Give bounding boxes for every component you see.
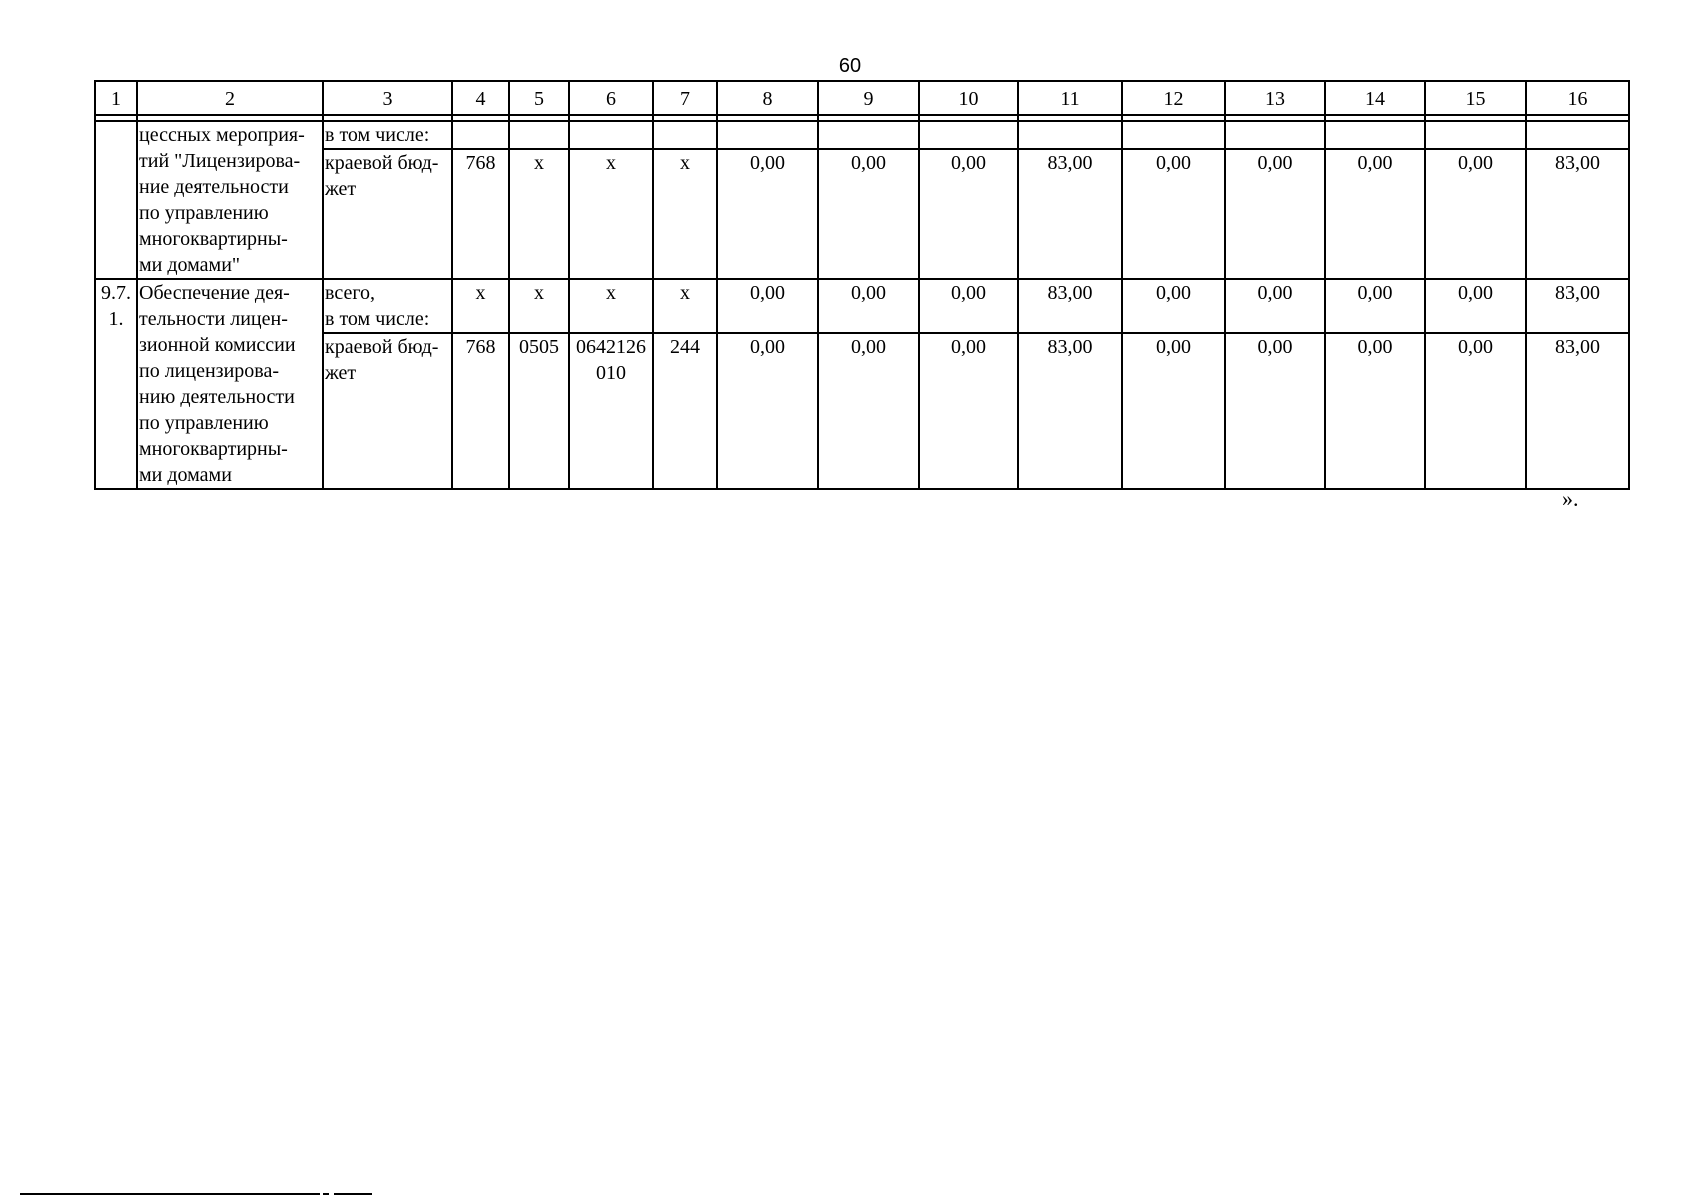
value-cell: 0,00 [1425, 149, 1526, 279]
value-cell: 83,00 [1018, 149, 1122, 279]
value-cell: 0,00 [717, 279, 818, 333]
item-number-cell [95, 279, 137, 489]
cell-text-line: всего, [325, 282, 376, 304]
cell-text-line: тий "Лицензирова- [139, 150, 301, 172]
value-cell: x [569, 279, 653, 333]
value-cell [1225, 121, 1325, 149]
value-cell: 0,00 [919, 279, 1018, 333]
cell-text-line: ние деятельности [139, 176, 289, 198]
column-header: 10 [919, 81, 1018, 115]
value-cell [717, 121, 818, 149]
value-cell [653, 121, 717, 149]
cell-text-line: 9.7. [101, 282, 131, 304]
value-cell [818, 121, 919, 149]
value-cell: 0,00 [717, 333, 818, 489]
value-cell: 0,00 [1425, 333, 1526, 489]
value-cell: 0,00 [1325, 333, 1425, 489]
footer-rule [334, 1193, 372, 1195]
value-cell: 0,00 [1122, 279, 1225, 333]
cell-text-line: краевой бюд- [325, 336, 439, 358]
value-cell: 768 [452, 149, 509, 279]
cell-text-line: по лицензирова- [139, 360, 279, 382]
column-header: 3 [323, 81, 452, 115]
item-number-cell [95, 121, 137, 279]
value-cell: x [509, 149, 569, 279]
budget-table [94, 80, 1630, 490]
column-header: 6 [569, 81, 653, 115]
column-header: 7 [653, 81, 717, 115]
value-cell: 0,00 [1225, 149, 1325, 279]
value-cell: 83,00 [1018, 279, 1122, 333]
value-cell [1018, 121, 1122, 149]
cell-text-line: тельности лицен- [139, 308, 288, 330]
funding-source-cell [323, 333, 452, 489]
cell-text-line: многоквартирны- [139, 228, 288, 250]
column-header: 13 [1225, 81, 1325, 115]
column-header: 11 [1018, 81, 1122, 115]
value-cell [1425, 121, 1526, 149]
cell-text-line: по управлению [139, 412, 269, 434]
value-cell: 244 [653, 333, 717, 489]
value-cell: 0,00 [818, 149, 919, 279]
column-header: 16 [1526, 81, 1629, 115]
cell-text-line: Обеспечение дея- [139, 282, 290, 304]
value-cell: x [452, 279, 509, 333]
description-cell [137, 279, 323, 489]
value-cell [1526, 121, 1629, 149]
table-row [95, 333, 1629, 489]
value-cell: 768 [452, 333, 509, 489]
footer-rule [20, 1193, 320, 1195]
column-header: 1 [95, 81, 137, 115]
value-cell: 83,00 [1526, 149, 1629, 279]
value-cell: 83,00 [1526, 333, 1629, 489]
cell-text-line: ми домами [139, 464, 232, 486]
value-cell: 0,00 [1122, 149, 1225, 279]
value-cell: 0,00 [1325, 149, 1425, 279]
cell-text-line: зионной комиссии [139, 334, 296, 356]
cell-text-line: нию деятельности [139, 386, 295, 408]
value-cell: 83,00 [1526, 279, 1629, 333]
funding-source-cell [323, 279, 452, 333]
value-cell: 0,00 [1225, 333, 1325, 489]
cell-text-line: в том числе: [325, 124, 430, 146]
value-cell: 0642126 010 [569, 333, 653, 489]
cell-text-line: жет [325, 178, 357, 200]
value-cell [452, 121, 509, 149]
cell-text-line: в том числе: [325, 308, 430, 330]
cell-text-line: жет [325, 362, 357, 384]
column-header: 15 [1425, 81, 1526, 115]
value-cell: 0,00 [1225, 279, 1325, 333]
column-header: 2 [137, 81, 323, 115]
description-cell [137, 121, 323, 279]
cell-text-line: краевой бюд- [325, 152, 439, 174]
value-cell: 0,00 [1325, 279, 1425, 333]
funding-source-cell [323, 121, 452, 149]
value-cell: 0505 [509, 333, 569, 489]
value-cell: 0,00 [1122, 333, 1225, 489]
column-header: 8 [717, 81, 818, 115]
column-header: 4 [452, 81, 509, 115]
table-row [95, 279, 1629, 333]
value-cell: 83,00 [1018, 333, 1122, 489]
table-row [95, 149, 1629, 279]
value-cell: 0,00 [717, 149, 818, 279]
cell-text-line: 1. [108, 308, 124, 330]
footer-rule [323, 1193, 329, 1195]
value-cell: 0,00 [818, 279, 919, 333]
value-cell [569, 121, 653, 149]
column-header: 5 [509, 81, 569, 115]
value-cell: 0,00 [818, 333, 919, 489]
value-cell [1122, 121, 1225, 149]
cell-text-line: ми домами" [139, 254, 241, 276]
value-cell [509, 121, 569, 149]
column-header: 12 [1122, 81, 1225, 115]
value-cell: 0,00 [919, 333, 1018, 489]
column-header: 14 [1325, 81, 1425, 115]
value-cell [1325, 121, 1425, 149]
page-number: 60 [838, 55, 862, 77]
value-cell: 0,00 [919, 149, 1018, 279]
cell-text-line: по управлению [139, 202, 269, 224]
value-cell: x [569, 149, 653, 279]
table-row [95, 121, 1629, 149]
closing-quote-mark: ». [1562, 486, 1579, 511]
value-cell: 0,00 [1425, 279, 1526, 333]
funding-source-cell [323, 149, 452, 279]
value-cell [919, 121, 1018, 149]
cell-text-line: цессных мероприя- [139, 124, 305, 146]
value-cell: x [653, 149, 717, 279]
value-cell: x [653, 279, 717, 333]
column-header: 9 [818, 81, 919, 115]
value-cell: x [509, 279, 569, 333]
cell-text-line: многоквартирны- [139, 438, 288, 460]
column-number-row [95, 81, 1629, 115]
